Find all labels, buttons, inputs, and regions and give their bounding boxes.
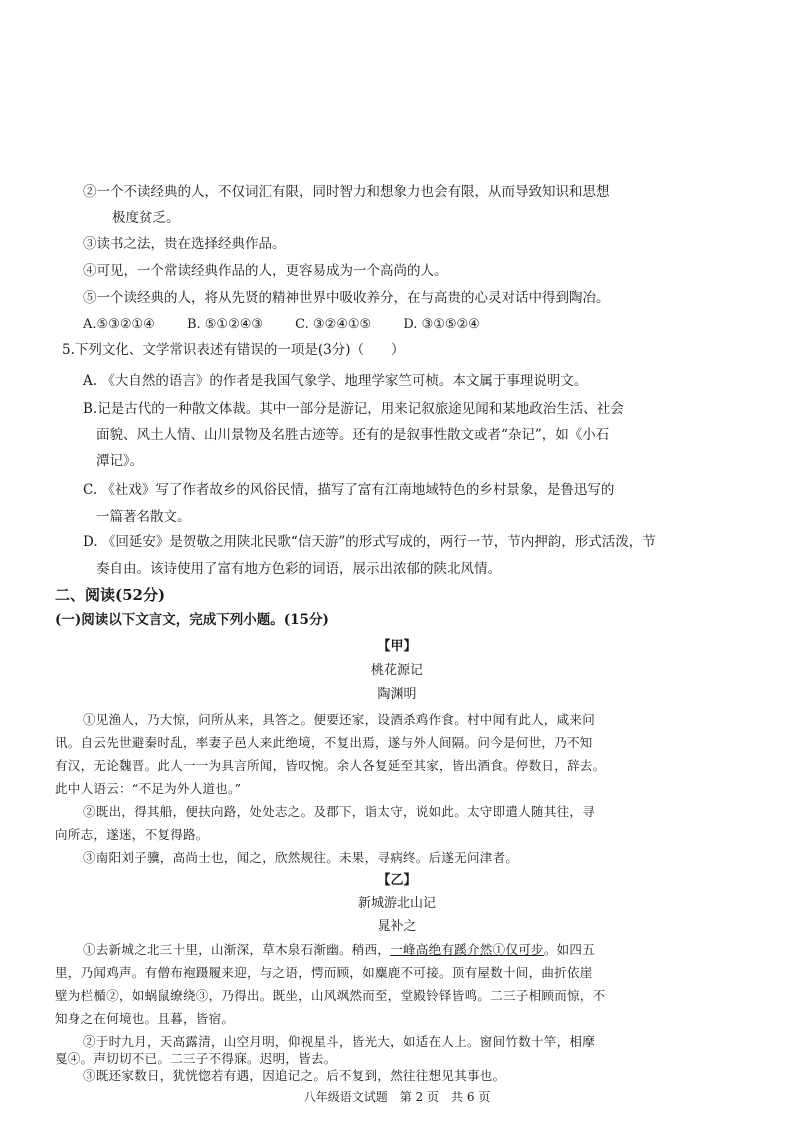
yi-p2-line1: ②于时九月，天高露清，山空月明，仰视星斗，皆光大，如适在人上。窗间竹数十竿，相摩 — [83, 1034, 596, 1049]
q4-sentence-2-line2: 极度贫乏。 — [112, 210, 180, 226]
q5-option-c-line2: 一篇著名散文。 — [96, 509, 191, 525]
yi-p1-line4: 知身之在何境也。且暮，皆宿。 — [55, 1011, 235, 1026]
yi-underlined-phrase: 一峰高绝有蹊介然①仅可步 — [390, 942, 544, 957]
yi-p1-line1 — [83, 941, 595, 959]
jia-p2-line2: 向所志，遂迷，不复得路。 — [55, 827, 209, 842]
jia-p1-line4: 此中人语云：“不足为外人道也。” — [55, 781, 242, 796]
q5-option-d-line1: D. 《回延安》是贺敬之用陕北民歌“信天游”的形式写成的，两行一节，节内押韵，形式活泼，节 — [83, 534, 656, 550]
q4-sentence-5: ⑤一个读经典的人，将从先贤的精神世界中吸收养分，在与高贵的心灵对话中得到陶冶。 — [83, 290, 610, 306]
jia-p1-line1: ①见渔人，乃大惊，问所从来，具答之。便要还家，设酒杀鸡作食。村中闻有此人，咸来问 — [83, 712, 596, 727]
q5-option-d-line2: 奏自由。该诗使用了富有地方色彩的词语，展示出浓郁的陕北风情。 — [96, 561, 501, 577]
yi-p1-line1-a: ①去新城之北三十里，山渐深，草木泉石渐幽。稍西， — [83, 942, 391, 957]
section-2-subtitle: (一)阅读以下文言文，完成下列小题。(15分) — [55, 612, 329, 628]
yi-p1-line3: 壁为栏楯②，如蜗鼠缭绕③，乃得出。既坐，山风飒然而至，堂殿铃铎皆鸣。二三子相顾而惊，不 — [55, 988, 606, 1003]
q5-stem: 5.下列文化、文学常识表述有错误的一项是(3分)（ ） — [62, 342, 405, 358]
q4-sentence-4: ④可见，一个常读经典作品的人，更容易成为一个高尚的人。 — [83, 263, 448, 279]
page-footer: 八年级语文试题 第 2 页 共 6 页 — [303, 1090, 491, 1104]
q4-option-d: D. ③①⑤②④ — [403, 317, 480, 332]
passage-yi-mark: 【乙】 — [377, 873, 417, 888]
jia-p1-line2: 讯。自云先世避秦时乱，率妻子邑人来此绝境，不复出焉，遂与外人间隔。问今是何世，乃不知 — [55, 735, 593, 750]
q5-option-a: A. 《大自然的语言》的作者是我国气象学、地理学家竺可桢。本文属于事理说明文。 — [83, 373, 588, 389]
yi-p1-line2: 里，乃闻鸡声。有僧布袍蹑履来迎，与之语，愕而顾，如麋鹿不可接。顶有屋数十间，曲折依崖 — [55, 965, 593, 980]
q4-option-a: A.⑤③②①④ — [83, 317, 155, 332]
passage-jia-author: 陶渊明 — [377, 687, 417, 702]
yi-p1-line1-b: 。如四五 — [543, 942, 596, 957]
q5-option-b-line3: 潭记》。 — [96, 453, 144, 469]
q4-option-c: C. ③②④①⑤ — [295, 317, 372, 332]
passage-jia-title: 桃花源记 — [370, 663, 423, 678]
q5-option-c-line1: C. 《社戏》写了作者故乡的风俗民情，描写了富有江南地域特色的乡村景象，是鲁迅写的 — [83, 482, 615, 498]
jia-p2-line1: ②既出，得其船，便扶向路，处处志之。及郡下，诣太守，说如此。太守即遣人随其往，寻 — [83, 804, 596, 819]
passage-jia-mark: 【甲】 — [377, 639, 417, 654]
section-2-title: 二、阅读(52分) — [55, 586, 166, 604]
passage-yi-author: 晁补之 — [377, 919, 417, 934]
q5-option-b-line2: 面貌、风土人情、山川景物及名胜古迹等。还有的是叙事性散文或者“杂记”，如《小石 — [96, 427, 610, 443]
jia-p1-line3: 有汉，无论魏晋。此人一一为具言所闻，皆叹惋。余人各复延至其家，皆出酒食。停数日，辞去。 — [55, 758, 606, 773]
q4-sentence-3: ③读书之法，贵在选择经典作品。 — [83, 236, 286, 252]
yi-p3-line1: ③既还家数日，犹恍惚若有遇，因追记之。后不复到，然往往想见其事也。 — [83, 1068, 506, 1083]
q4-option-b: B. ⑤①②④③ — [186, 317, 264, 332]
q4-sentence-2-line1: ②一个不读经典的人，不仅词汇有限，同时智力和想象力也会有限，从而导致知识和思想 — [83, 184, 610, 200]
jia-p3-line1: ③南阳刘子骥，高尚士也，闻之，欣然规往。未果，寻病终。后遂无问津者。 — [83, 850, 519, 865]
passage-yi-title: 新城游北山记 — [357, 896, 436, 911]
q4-options — [83, 316, 508, 334]
q5-option-b-line1: B.记是古代的一种散文体裁。其中一部分是游记，用来记叙旅途见闻和某地政治生活、社会 — [83, 401, 624, 417]
yi-p2-line2: 戛④。声切切不已。二三子不得寐。迟明，皆去。 — [55, 1051, 337, 1066]
